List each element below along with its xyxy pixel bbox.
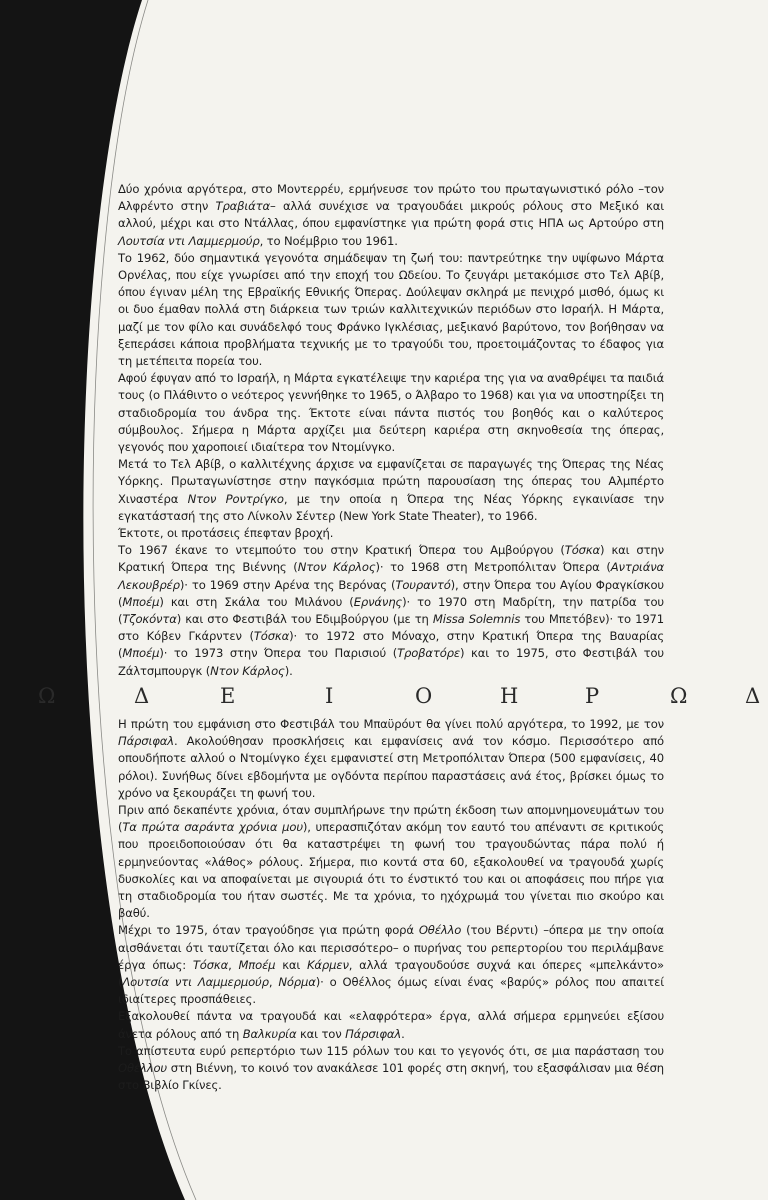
text-run: – αλλά συνέχισε να τραγουδάει μικρούς ρόλους στο Μεξικό και αλλού, μέχρι και στο Ντάλλας, όπου εμφανίστηκε για πρώτη φορά στις ΗΠΑ ως Αρτούρο στη	[118, 199, 664, 231]
text-run: Το 1967 έκανε το ντεμπούτο του στην Κρατική Όπερα του Αμβούργου (	[118, 543, 565, 558]
italic-title: Αντριάνα Λεκουβρέρ	[118, 560, 665, 592]
paragraph	[118, 802, 664, 922]
text-run: στη Βιέννη, το κοινό τον ανακάλεσε 101 φορές στη σκηνή, του εξασφάλισαν μια θέση στο Βιβλίο Γκίνες.	[118, 1061, 664, 1093]
italic-title: Ερνάνης	[353, 594, 403, 609]
text-run: ), στην Όπερα του Αγίου Φραγκίσκου (	[118, 577, 664, 609]
italic-title: Μποέμ	[238, 957, 276, 972]
paragraph	[118, 922, 664, 1008]
banner-letter: Δ	[745, 684, 761, 708]
banner-letter: Ι	[325, 684, 334, 708]
text-run: ) και στο Φεστιβάλ του Εδιμβούργου (με τη	[176, 612, 433, 627]
paragraph	[118, 370, 664, 456]
banner-letter: Η	[500, 684, 519, 708]
text-run: .	[401, 1026, 405, 1041]
italic-title: Τόσκα	[253, 629, 290, 644]
paragraph	[118, 716, 664, 802]
text-run: του Μπετόβεν)· το 1971 στο Κόβεν Γκάρντεν (	[118, 612, 664, 644]
italic-title: Οθέλλου	[118, 1061, 167, 1076]
text-run: ).	[284, 663, 293, 678]
text-run: , με την οποία η Όπερα της Νέας Υόρκης εγκαινίασε την εγκατάστασή της στο Λίνκολν Σέντερ (New York State Theater), το 1966.	[118, 491, 665, 523]
italic-title: Λουτσία ντι Λαμμερμούρ	[118, 233, 260, 248]
text-run: Εξακολουθεί πάντα να τραγουδά και «ελαφρότερα» έργα, αλλά σήμερα ερμηνεύει εξίσου άνετα ρόλους από τη	[118, 1009, 664, 1041]
text-run: ) και το 1975, στο Φεστιβάλ του Ζάλτσμπουργκ (	[118, 646, 664, 678]
italic-title: Ντον Κάρλος	[297, 560, 376, 575]
text-run: ) και στην Κρατική Όπερα της Βιέννης (	[118, 543, 664, 575]
text-run: Το απίστευτα ευρύ ρεπερτόριο των 115 ρόλων του και το γεγονός ότι, σε μια παράσταση του	[118, 1043, 664, 1058]
odeio-iroon-banner	[38, 684, 761, 712]
italic-title: Κάρμεν	[306, 957, 349, 972]
paragraph	[118, 525, 664, 542]
italic-title: Τουραντό	[395, 577, 451, 592]
top-text-block	[118, 181, 664, 680]
text-run: Αφού έφυγαν από το Ισραήλ, η Μάρτα εγκατέλειψε την καριέρα της για να αναθρέψει τα παιδιά τους (ο Πλάθιντο ο νεότερος γεννήθηκε το 1965, ο Άλβαρο το 1968) και για να υποστηρίξει τη σταδιοδρομία του άνδρα της. Έκτοτε είναι πάντα πιστός του βοηθός και ο καλύτερος σύμβουλος. Σήμερα η Μάρτα αρχίζει μια δεύτερη καριέρα στη σκηνοθεσία της όπερας, γεγονός που χαροποιεί ιδιαίτερα τον Ντομίνγκο.	[118, 371, 664, 455]
text-run: ) και στη Σκάλα του Μιλάνου (	[159, 594, 354, 609]
paragraph	[118, 250, 664, 370]
italic-title: Οθέλλο	[418, 923, 462, 938]
paragraph	[118, 1043, 664, 1095]
italic-title: Τα πρώτα σαράντα χρόνια μου	[122, 820, 303, 835]
text-run: (του Βέρντι) –όπερα με την οποία αισθάνεται ότι ταυτίζεται όλο και περισσότερο– ο πυρήνας του ρεπερτορίου του περιλάμβανε έργα όπως:	[118, 923, 664, 972]
text-run: )· το 1969 στην Αρένα της Βερόνας (	[179, 577, 396, 592]
text-run: Δύο χρόνια αργότερα, στο Μοντερρέυ, ερμήνευσε τον πρώτο του πρωταγωνιστικό ρόλο –τον Αλφρέντο στην	[118, 182, 664, 214]
paragraph	[118, 456, 664, 525]
italic-title: Λουτσία ντι Λαμμερμούρ	[122, 975, 269, 990]
italic-title: Βαλκυρία	[242, 1026, 297, 1041]
italic-title: Μποέμ	[122, 646, 160, 661]
italic-title: Τζοκόντα	[122, 612, 177, 627]
italic-title: Πάρσιφαλ	[345, 1026, 402, 1041]
banner-letter: Ω	[38, 684, 56, 708]
bottom-text-block	[118, 716, 664, 1094]
text-run: Η πρώτη του εμφάνιση στο Φεστιβάλ του Μπαϋρόυτ θα γίνει πολύ αργότερα, το 1992, με τον	[118, 717, 664, 731]
italic-title: Νόρμα	[278, 975, 316, 990]
text-run: Πριν από δεκαπέντε χρόνια, όταν συμπλήρωνε την πρώτη έκδοση των απομνημονευμάτων του (	[118, 803, 664, 835]
text-run: ), υπερασπιζόταν ακόμη τον εαυτό του απέναντι σε κριτικούς που προειδοποιούσαν ότι θα καταστρέψει τη φωνή του τραγουδώντας πάρα πολύ ή ερμηνεύοντας «λάθος» ρόλους. Σήμερα, πιο κοντά στα 60, εξακολουθεί να τραγουδά χωρίς δυσκολίες και να αποφαίνεται με σιγουριά ότι το ένστικτό του και οι αποφάσεις που πήρε για τη σταδιοδρομία του ήταν σωστές. Με τα χρόνια, το ηχόχρωμά του γίνεται πιο σκούρο και βαθύ.	[118, 820, 664, 921]
text-run: , το Νοέμβριο του 1961.	[259, 233, 398, 248]
banner-letter: Δ	[134, 684, 150, 708]
paragraph	[118, 181, 664, 250]
italic-title: Τόσκα	[192, 957, 229, 972]
italic-title: Τροβατόρε	[397, 646, 461, 661]
text-run: Μετά το Τελ Αβίβ, ο καλλιτέχνης άρχισε να εμφανίζεται σε παραγωγές της Όπερας της Νέας Υόρκης. Πρωταγωνίστησε στην παγκόσμια πρώτη παρουσίαση της όπερας του Αλμπέρτο Χιναστέρα	[118, 457, 664, 506]
italic-title: Ντον Κάρλος	[210, 663, 285, 678]
text-run: )· το 1973 στην Όπερα του Παρισιού (	[159, 646, 398, 661]
text-run: Έκτοτε, οι προτάσεις έπεφταν βροχή.	[118, 526, 334, 541]
text-run: )· το 1970 στη Μαδρίτη, την πατρίδα του (	[118, 594, 664, 627]
text-run: )· το 1968 στη Μετροπόλιταν Όπερα (	[375, 560, 611, 575]
banner-letter: Ε	[220, 684, 236, 708]
italic-title: Ντον Ροντρίγκο	[187, 491, 284, 506]
text-run: και τον	[296, 1026, 346, 1041]
banner-letter: Ω	[670, 684, 688, 708]
italic-title: Missa Solemnis	[432, 612, 521, 627]
text-run: Το 1962, δύο σημαντικά γεγονότα σημάδεψαν τη ζωή του: παντρεύτηκε την υψίφωνο Μάρτα Ορνέλας, που είχε γνωρίσει από την εποχή του Ωδείου. Το ζευγάρι μετακόμισε στο Τελ Αβίβ, όπου έγιναν μέλη της Εβραϊκής Εθνικής Όπερας. Δούλεψαν σκληρά με πενιχρό μισθό, όμως κι οι δυο έμαθαν πολλά στη διάρκεια των τριών καλλιτεχνικών περιόδων στο Ισραήλ. Η Μάρτα, μαζί με τον φίλο και συνάδελφό τους Φράνκο Ιγκλέσιας, μεξικανό βαρύτονο, τον βοήθησαν να ξεπεράσει κάποια προβλήματα τεχνικής με το τραγούδι του, προετοιμάζοντας το έδαφος για τη μετέπειτα πορεία του.	[118, 250, 664, 369]
text-run: . Ακολούθησαν προσκλήσεις και εμφανίσεις ανά τον κόσμο. Περισσότερο από οπουδήποτε αλλού ο Ντομίνγκο έχει εμφανιστεί στη Μετροπόλιταν Όπερα (500 εμφανίσεις, 40 ρόλοι). Συνήθως δίνει εβδομήντα με ογδόντα περίπου παραστάσεις ανά έτος, βρίσκει όμως το χρόνο να ξεκουράζει τη φωνή του.	[118, 734, 664, 800]
text-run: Μέχρι το 1975, όταν τραγούδησε για πρώτη φορά	[118, 923, 419, 938]
text-run: , αλλά τραγουδούσε συχνά και όπερες «μπελκάντο» (	[118, 957, 664, 990]
italic-title: Τραβιάτα	[215, 199, 271, 214]
paragraph	[118, 1008, 664, 1042]
italic-title: Μποέμ	[122, 594, 160, 609]
text-run: ,	[268, 975, 279, 990]
text-run: )· το 1972 στο Μόναχο, στην Κρατική Όπερα της Βαυαρίας (	[118, 629, 664, 661]
text-run: )· ο Οθέλλος όμως είναι ένας «βαρύς» ρόλος που απαιτεί ιδιαίτερες προσπάθειες.	[118, 975, 664, 1007]
italic-title: Τόσκα	[564, 543, 601, 558]
text-run: και	[275, 957, 307, 972]
italic-title: Πάρσιφαλ	[118, 734, 174, 749]
text-run: ,	[228, 957, 239, 972]
banner-letter: Ο	[415, 684, 433, 708]
banner-letter: Ρ	[585, 684, 600, 708]
paragraph	[118, 542, 664, 680]
